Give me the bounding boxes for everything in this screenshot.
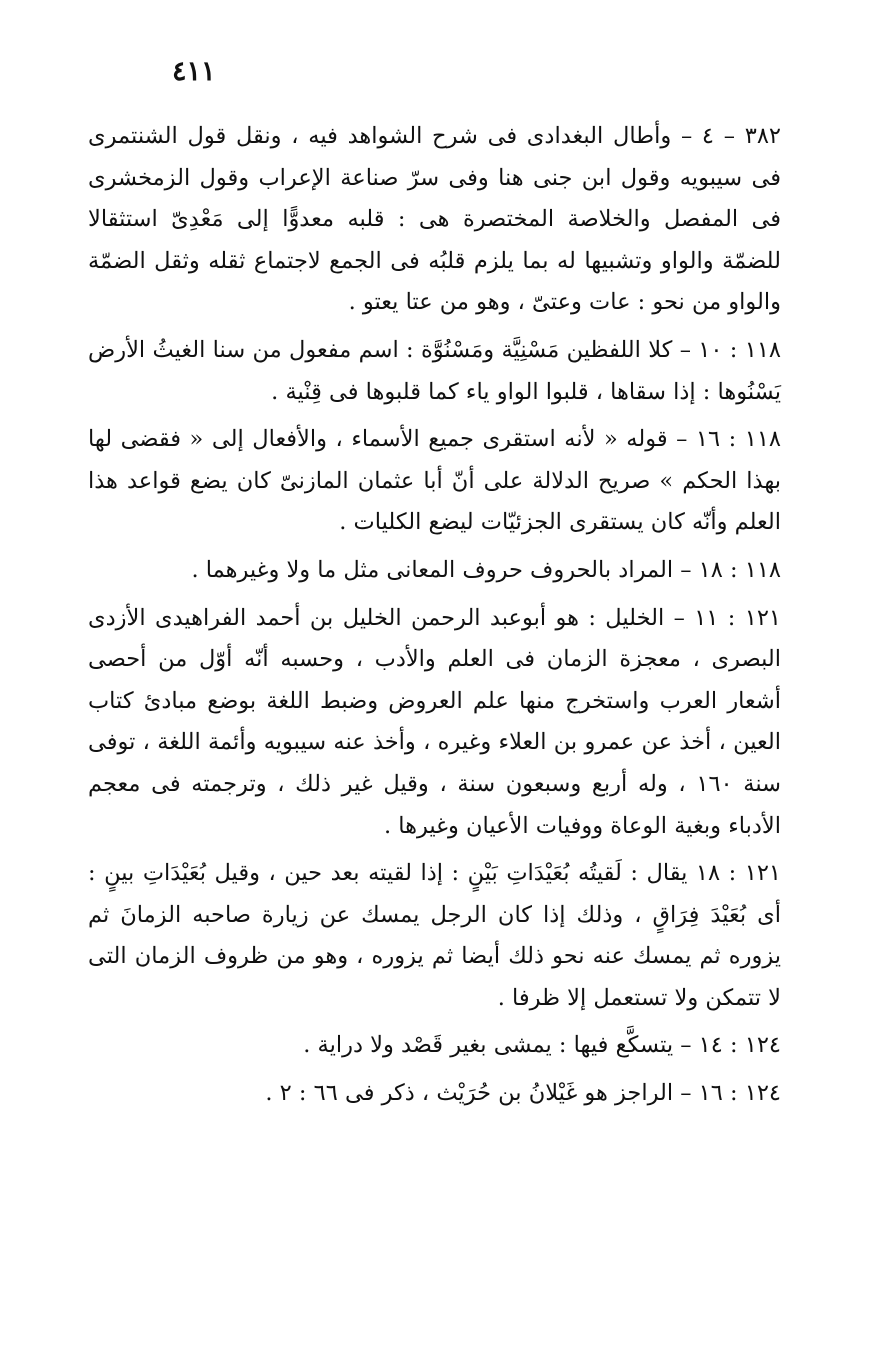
note-124-14 xyxy=(88,1025,781,1067)
note-text: ١٢٤ : ١٤ – يتسكَّع فيها : يمشى بغير قَصْد ولا دراية . xyxy=(303,1032,781,1059)
note-text: ١١٨ : ١٠ – كلا اللفظين مَسْنِيَّة ومَسْنُوَّة : اسم مفعول من سنا الغيثُ الأرض يَسْنُوها : إذا سقاها ، قلبوا الواو ياء كما قلبوها فى قِنْية . xyxy=(88,336,781,405)
note-121-18 xyxy=(88,853,781,1019)
note-118-18 xyxy=(88,550,781,592)
note-text: ١٢١ : ١١ – الخليل : هو أبوعبد الرحمن الخليل بن أحمد الفراهيدى الأزدى البصرى ، معجزة الزمان فى العلم والأدب ، وحسبه أنّه أوّل من أحصى أشعار العرب واستخرج منها علم العروض وضبط اللغة بوضع مبادئ كتاب العين ، أخذ عن عمرو بن العلاء وغيره ، وأخذ عنه سيبويه وأئمة اللغة ، توفى سنة ١٦٠ ، وله أربع وسبعون سنة ، وقيل غير ذلك ، وترجمته فى معجم الأدباء وبغية الوعاة ووفيات الأعيان وغيرها . xyxy=(88,604,782,839)
notes-body xyxy=(88,116,781,1121)
note-118-10 xyxy=(88,330,781,413)
note-text: ١١٨ : ١٨ – المراد بالحروف حروف المعانى مثل ما ولا وغيرهما . xyxy=(191,556,781,583)
note-text: ٣٨٢ – ٤ – وأطال البغدادى فى شرح الشواهد فيه ، ونقل قول الشنتمرى فى سيبويه وقول ابن جنى هنا وفى سرّ صناعة الإعراب وقول الزمخشرى فى المفصل والخلاصة المختصرة هى : قلبه معدوًّا إلى مَعْدِىّ استثقالا للضمّة والواو وتشبيها له بما يلزم قلبُه فى الجمع لاجتماع ثقله وثقل الضمّة والواو من نحو : عات وعتىّ ، وهو من عتا يعتو . xyxy=(88,123,781,316)
note-text: ١٢٤ : ١٦ – الراجز هو غَيْلانُ بن حُرَيْث ، ذكر فى ٦٦ : ٢ . xyxy=(265,1080,781,1107)
note-text: ١٢١ : ١٨ يقال : لَقيتُه بُعَيْدَاتِ بَيْنٍ : إذا لقيته بعد حين ، وقيل بُعَيْدَاتِ بينٍ : أى بُعَيْدَ فِرَاقٍ ، وذلك إذا كان الرجل يمسك عن زيارة صاحبه الزمانَ ثم يزوره ثم يمسك عنه نحو ذلك أيضا ثم يزوره ، وهو من ظروف الزمان التى لا تتمكن ولا تستعمل إلا ظرفا . xyxy=(88,860,781,1011)
note-382-4 xyxy=(88,116,781,324)
note-124-16 xyxy=(88,1073,781,1115)
note-121-11 xyxy=(88,598,781,848)
page-number: ٤١١ xyxy=(172,56,216,87)
note-118-16 xyxy=(88,419,781,544)
note-text: ١١٨ : ١٦ – قوله « لأنه استقرى جميع الأسماء ، والأفعال إلى « فقضى لها بهذا الحكم » صريح الدلالة على أنّ أبا عثمان المازنىّ كان يضع قواعد هذا العلم وأنّه كان يستقرى الجزئيّات ليضع الكليات . xyxy=(88,426,781,536)
